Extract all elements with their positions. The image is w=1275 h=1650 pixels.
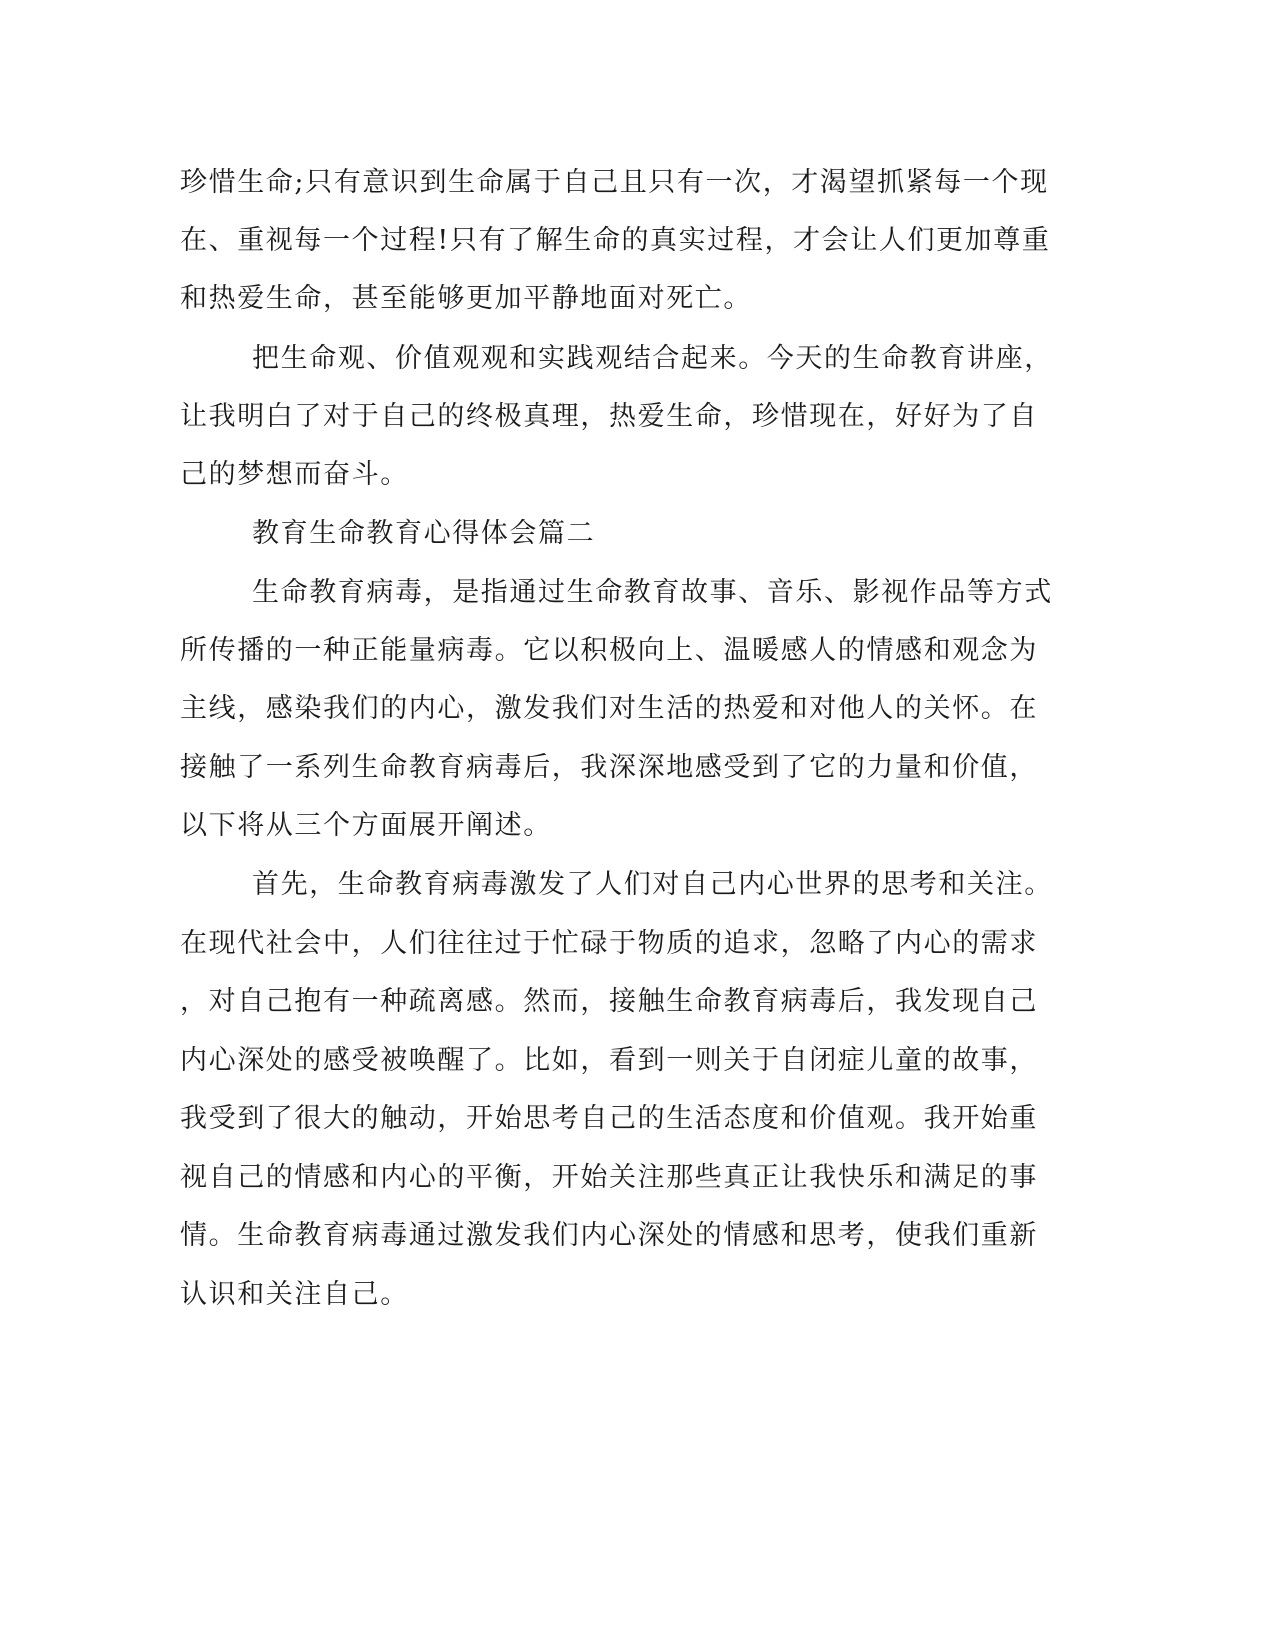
text-line: 所传播的一种正能量病毒。它以积极向上、温暖感人的情感和观念为	[180, 635, 1038, 666]
text-line: ，对自己抱有一种疏离感。然而，接触生命教育病毒后，我发现自己	[180, 986, 1038, 1017]
text-line: 主线，感染我们的内心，激发我们对生活的热爱和对他人的关怀。在	[180, 693, 1038, 724]
text-line: 让我明白了对于自己的终极真理，热爱生命，珍惜现在，好好为了自	[180, 401, 1038, 432]
text-line: 和热爱生命，甚至能够更加平静地面对死亡。	[180, 283, 752, 314]
section-heading: 教育生命教育心得体会篇二	[252, 518, 596, 549]
text-line: 在现代社会中，人们往往过于忙碌于物质的追求，忽略了内心的需求	[180, 928, 1038, 959]
text-line: 认识和关注自己。	[180, 1279, 409, 1310]
text-line: 我受到了很大的触动，开始思考自己的生活态度和价值观。我开始重	[180, 1103, 1038, 1134]
text-line: 把生命观、价值观观和实践观结合起来。今天的生命教育讲座，	[252, 343, 1053, 374]
text-line: 生命教育病毒，是指通过生命教育故事、音乐、影视作品等方式	[252, 577, 1053, 608]
text-line: 以下将从三个方面展开阐述。	[180, 810, 552, 841]
text-line: 己的梦想而奋斗。	[180, 459, 409, 490]
text-line: 在、重视每一个过程!只有了解生命的真实过程，才会让人们更加尊重	[180, 225, 1051, 256]
text-line: 内心深处的感受被唤醒了。比如，看到一则关于自闭症儿童的故事，	[180, 1045, 1038, 1076]
text-line: 珍惜生命;只有意识到生命属于自己且只有一次，才渴望抓紧每一个现	[180, 167, 1049, 198]
text-line: 接触了一系列生命教育病毒后，我深深地感受到了它的力量和价值，	[180, 752, 1038, 783]
text-line: 首先，生命教育病毒激发了人们对自己内心世界的思考和关注。	[252, 869, 1053, 900]
text-line: 视自己的情感和内心的平衡，开始关注那些真正让我快乐和满足的事	[180, 1162, 1038, 1193]
text-line: 情。生命教育病毒通过激发我们内心深处的情感和思考，使我们重新	[180, 1220, 1038, 1251]
